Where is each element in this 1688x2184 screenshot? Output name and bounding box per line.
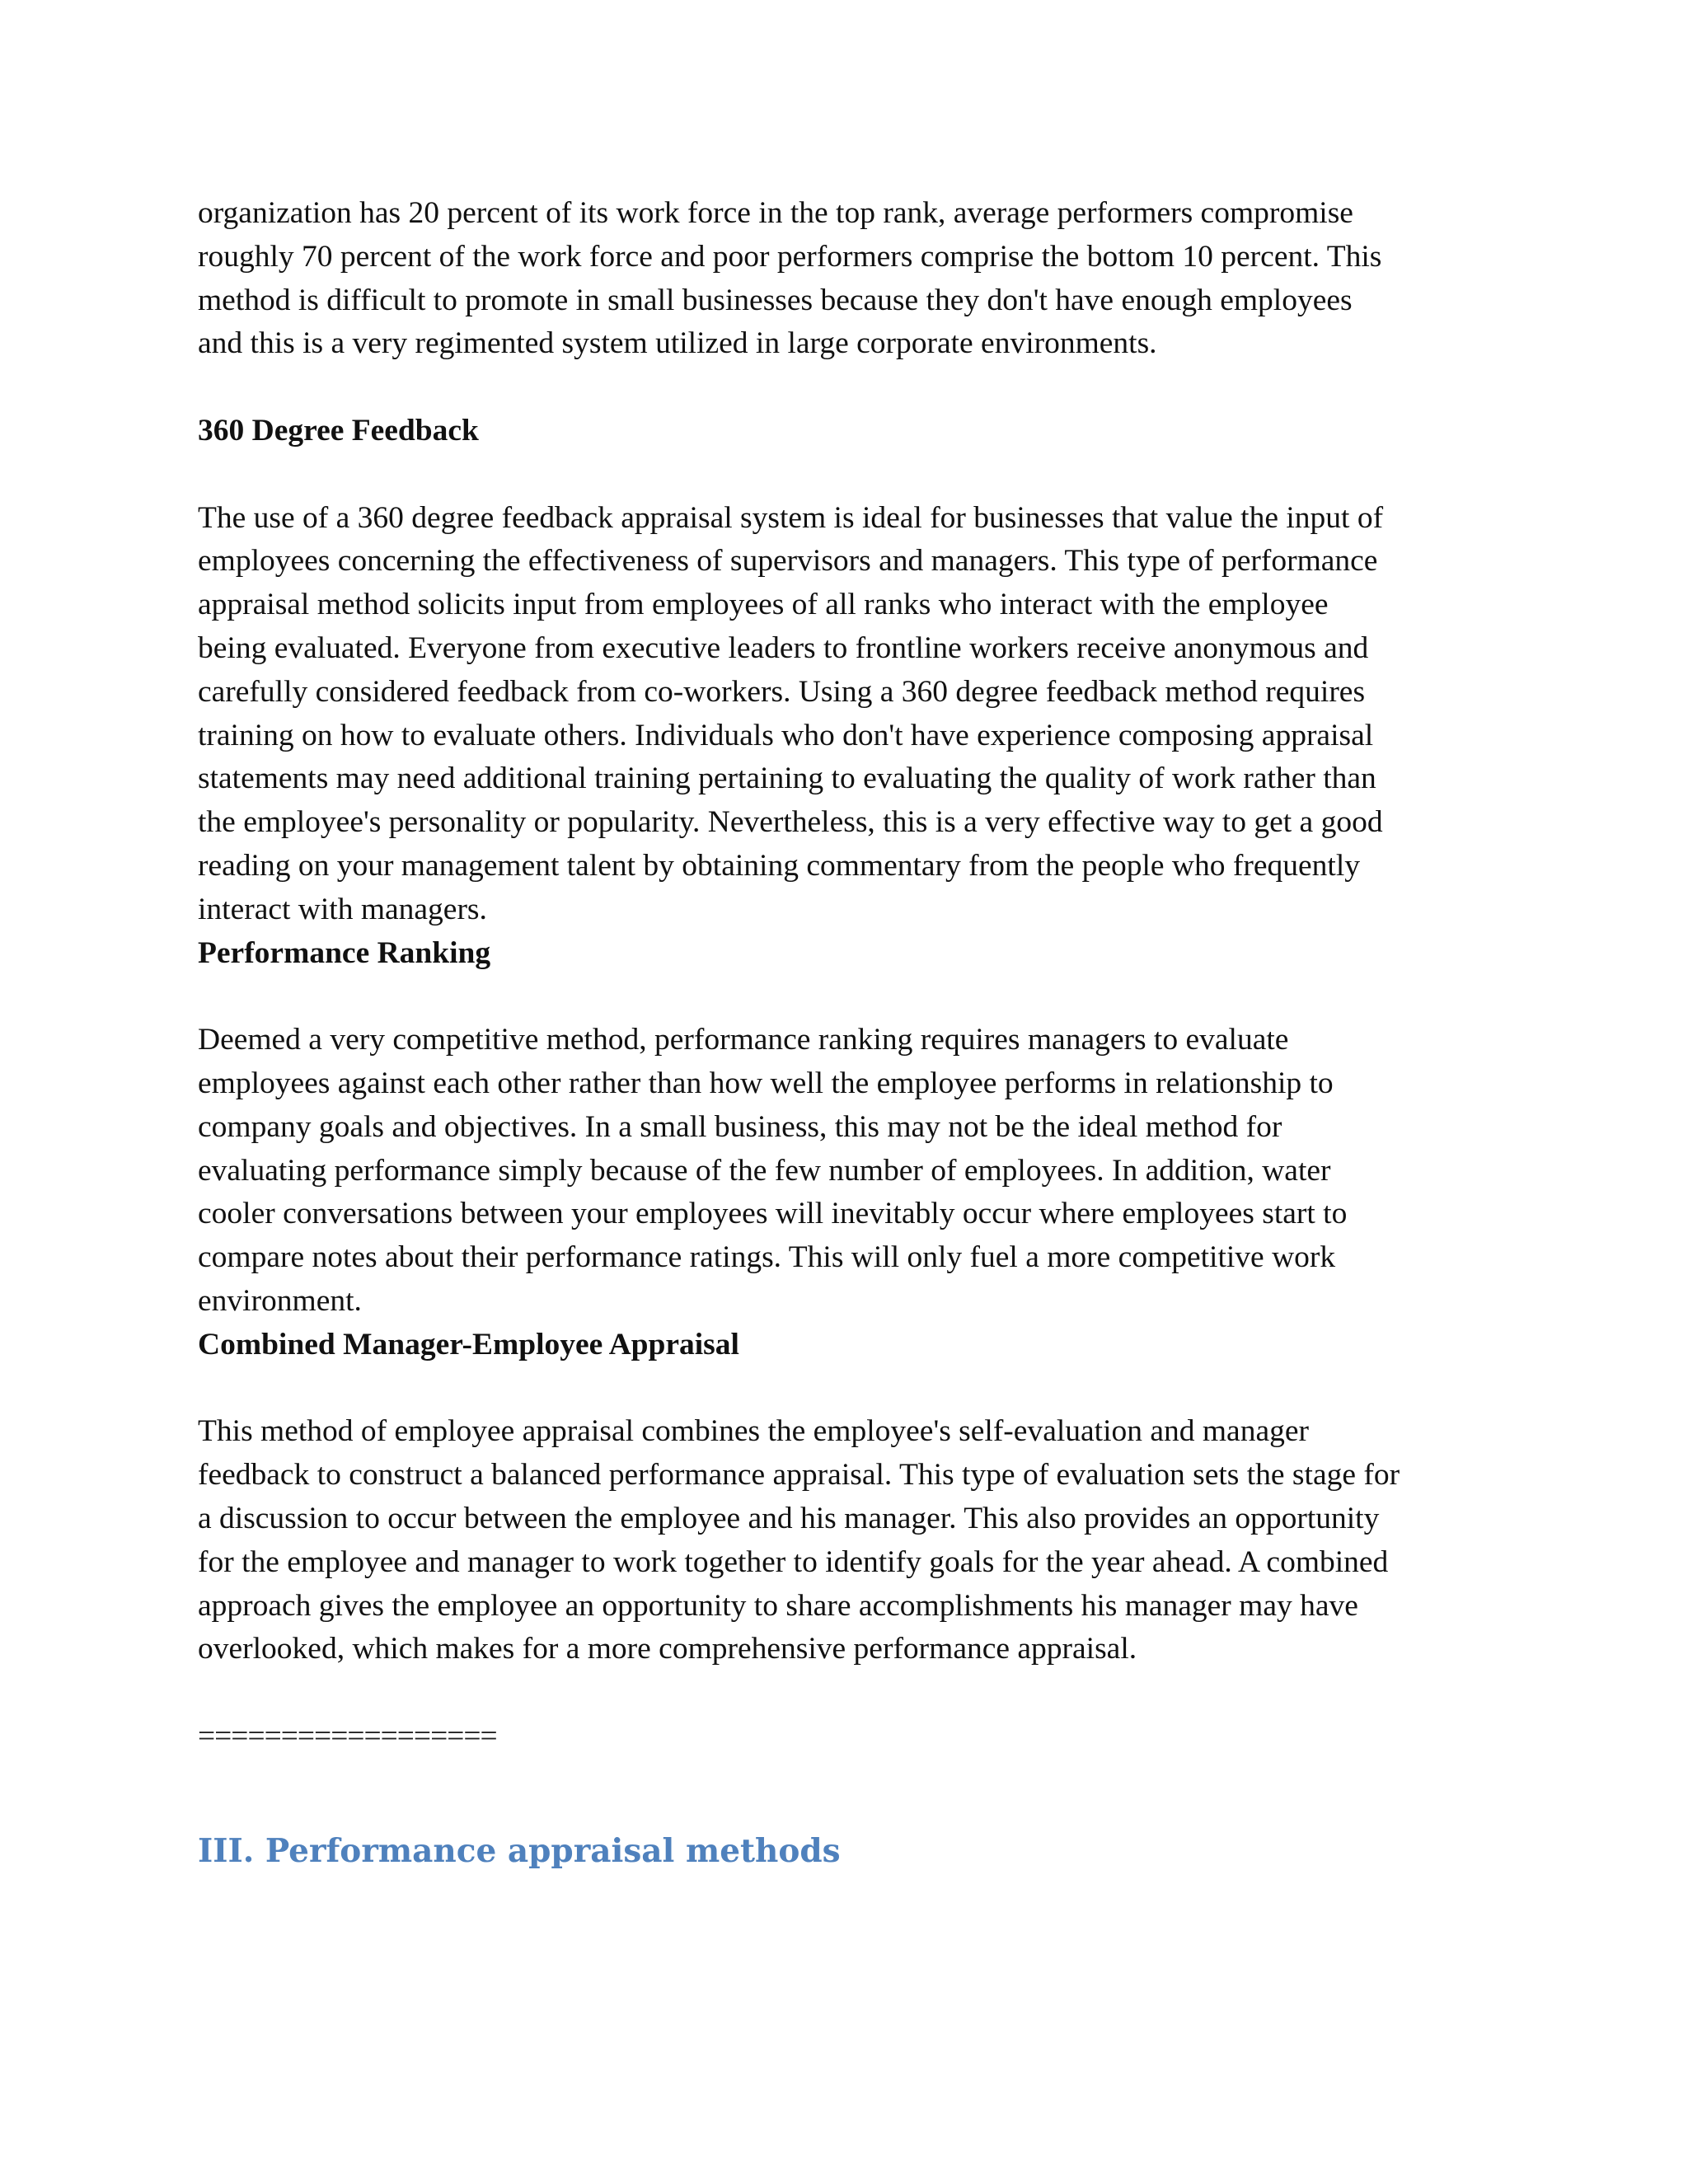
- text-line: reading on your management talent by obtaining commentary from the people who frequently: [198, 848, 1360, 883]
- text-line: This method of employee appraisal combines the employee's self-evaluation and manager: [198, 1414, 1309, 1449]
- heading-combined-manager-employee-appraisal: Combined Manager-Employee Appraisal: [198, 1327, 739, 1361]
- text-line: evaluating performance simply because of the few number of employees. In addition, water: [198, 1153, 1331, 1188]
- text-line: a discussion to occur between the employee and his manager. This also provides an opportunity: [198, 1501, 1380, 1535]
- paragraph-gap: [198, 1759, 1500, 1802]
- text-line: organization has 20 percent of its work force in the top rank, average performers compromise: [198, 196, 1353, 230]
- heading-performance-ranking: Performance Ranking: [198, 935, 491, 970]
- text-line: feedback to construct a balanced performance appraisal. This type of evaluation sets the stage for: [198, 1458, 1400, 1493]
- text-line: interact with managers.: [198, 892, 487, 926]
- text-line: carefully considered feedback from co-workers. Using a 360 degree feedback method requires: [198, 674, 1366, 709]
- text-line: overlooked, which makes for a more comprehensive performance appraisal.: [198, 1632, 1137, 1666]
- text-line: employees concerning the effectiveness of supervisors and managers. This type of performance: [198, 544, 1378, 579]
- text-line: environment.: [198, 1283, 362, 1318]
- text-line: compare notes about their performance ratings. This will only fuel a more competitive work: [198, 1240, 1336, 1275]
- paragraph-gap: [198, 1367, 1500, 1411]
- separator-line: ==================: [198, 1718, 497, 1753]
- text-line: approach gives the employee an opportunity to share accomplishments his manager may have: [198, 1588, 1358, 1623]
- paragraph-combined-appraisal: [198, 1410, 1500, 1671]
- heading-360-degree-feedback: 360 Degree Feedback: [198, 413, 479, 448]
- paragraph-gap: [198, 453, 1500, 497]
- text-line: appraisal method solicits input from employees of all ranks who interact with the employee: [198, 588, 1329, 622]
- document-page: [198, 192, 1500, 1876]
- text-line: company goals and objectives. In a small business, this may not be the ideal method for: [198, 1109, 1282, 1144]
- intro-paragraph: [198, 192, 1500, 366]
- paragraph-performance-ranking: [198, 1019, 1500, 1324]
- text-line: and this is a very regimented system utilized in large corporate environments.: [198, 326, 1157, 361]
- text-line: roughly 70 percent of the work force and poor performers comprise the bottom 10 percent. This: [198, 239, 1382, 274]
- paragraph-360-degree-feedback: [198, 497, 1500, 932]
- section-title: III. Performance appraisal methods: [198, 1832, 841, 1871]
- text-line: statements may need additional training pertaining to evaluating the quality of work rather than: [198, 762, 1376, 796]
- text-line: the employee's personality or popularity. Nevertheless, this is a very effective way to get a good: [198, 805, 1383, 840]
- paragraph-gap: [198, 366, 1500, 410]
- text-line: employees against each other rather than how well the employee performs in relationship to: [198, 1066, 1334, 1100]
- paragraph-gap: [198, 975, 1500, 1019]
- text-line: The use of a 360 degree feedback appraisal system is ideal for businesses that value the input of: [198, 500, 1384, 535]
- paragraph-gap: [198, 1671, 1500, 1715]
- text-line: being evaluated. Everyone from executive leaders to frontline workers receive anonymous and: [198, 630, 1369, 665]
- text-line: for the employee and manager to work together to identify goals for the year ahead. A combined: [198, 1544, 1389, 1579]
- text-line: cooler conversations between your employees will inevitably occur where employees start to: [198, 1197, 1348, 1231]
- text-line: Deemed a very competitive method, performance ranking requires managers to evaluate: [198, 1023, 1289, 1057]
- text-line: method is difficult to promote in small businesses because they don't have enough employees: [198, 283, 1353, 317]
- text-line: training on how to evaluate others. Individuals who don't have experience composing appraisal: [198, 718, 1374, 752]
